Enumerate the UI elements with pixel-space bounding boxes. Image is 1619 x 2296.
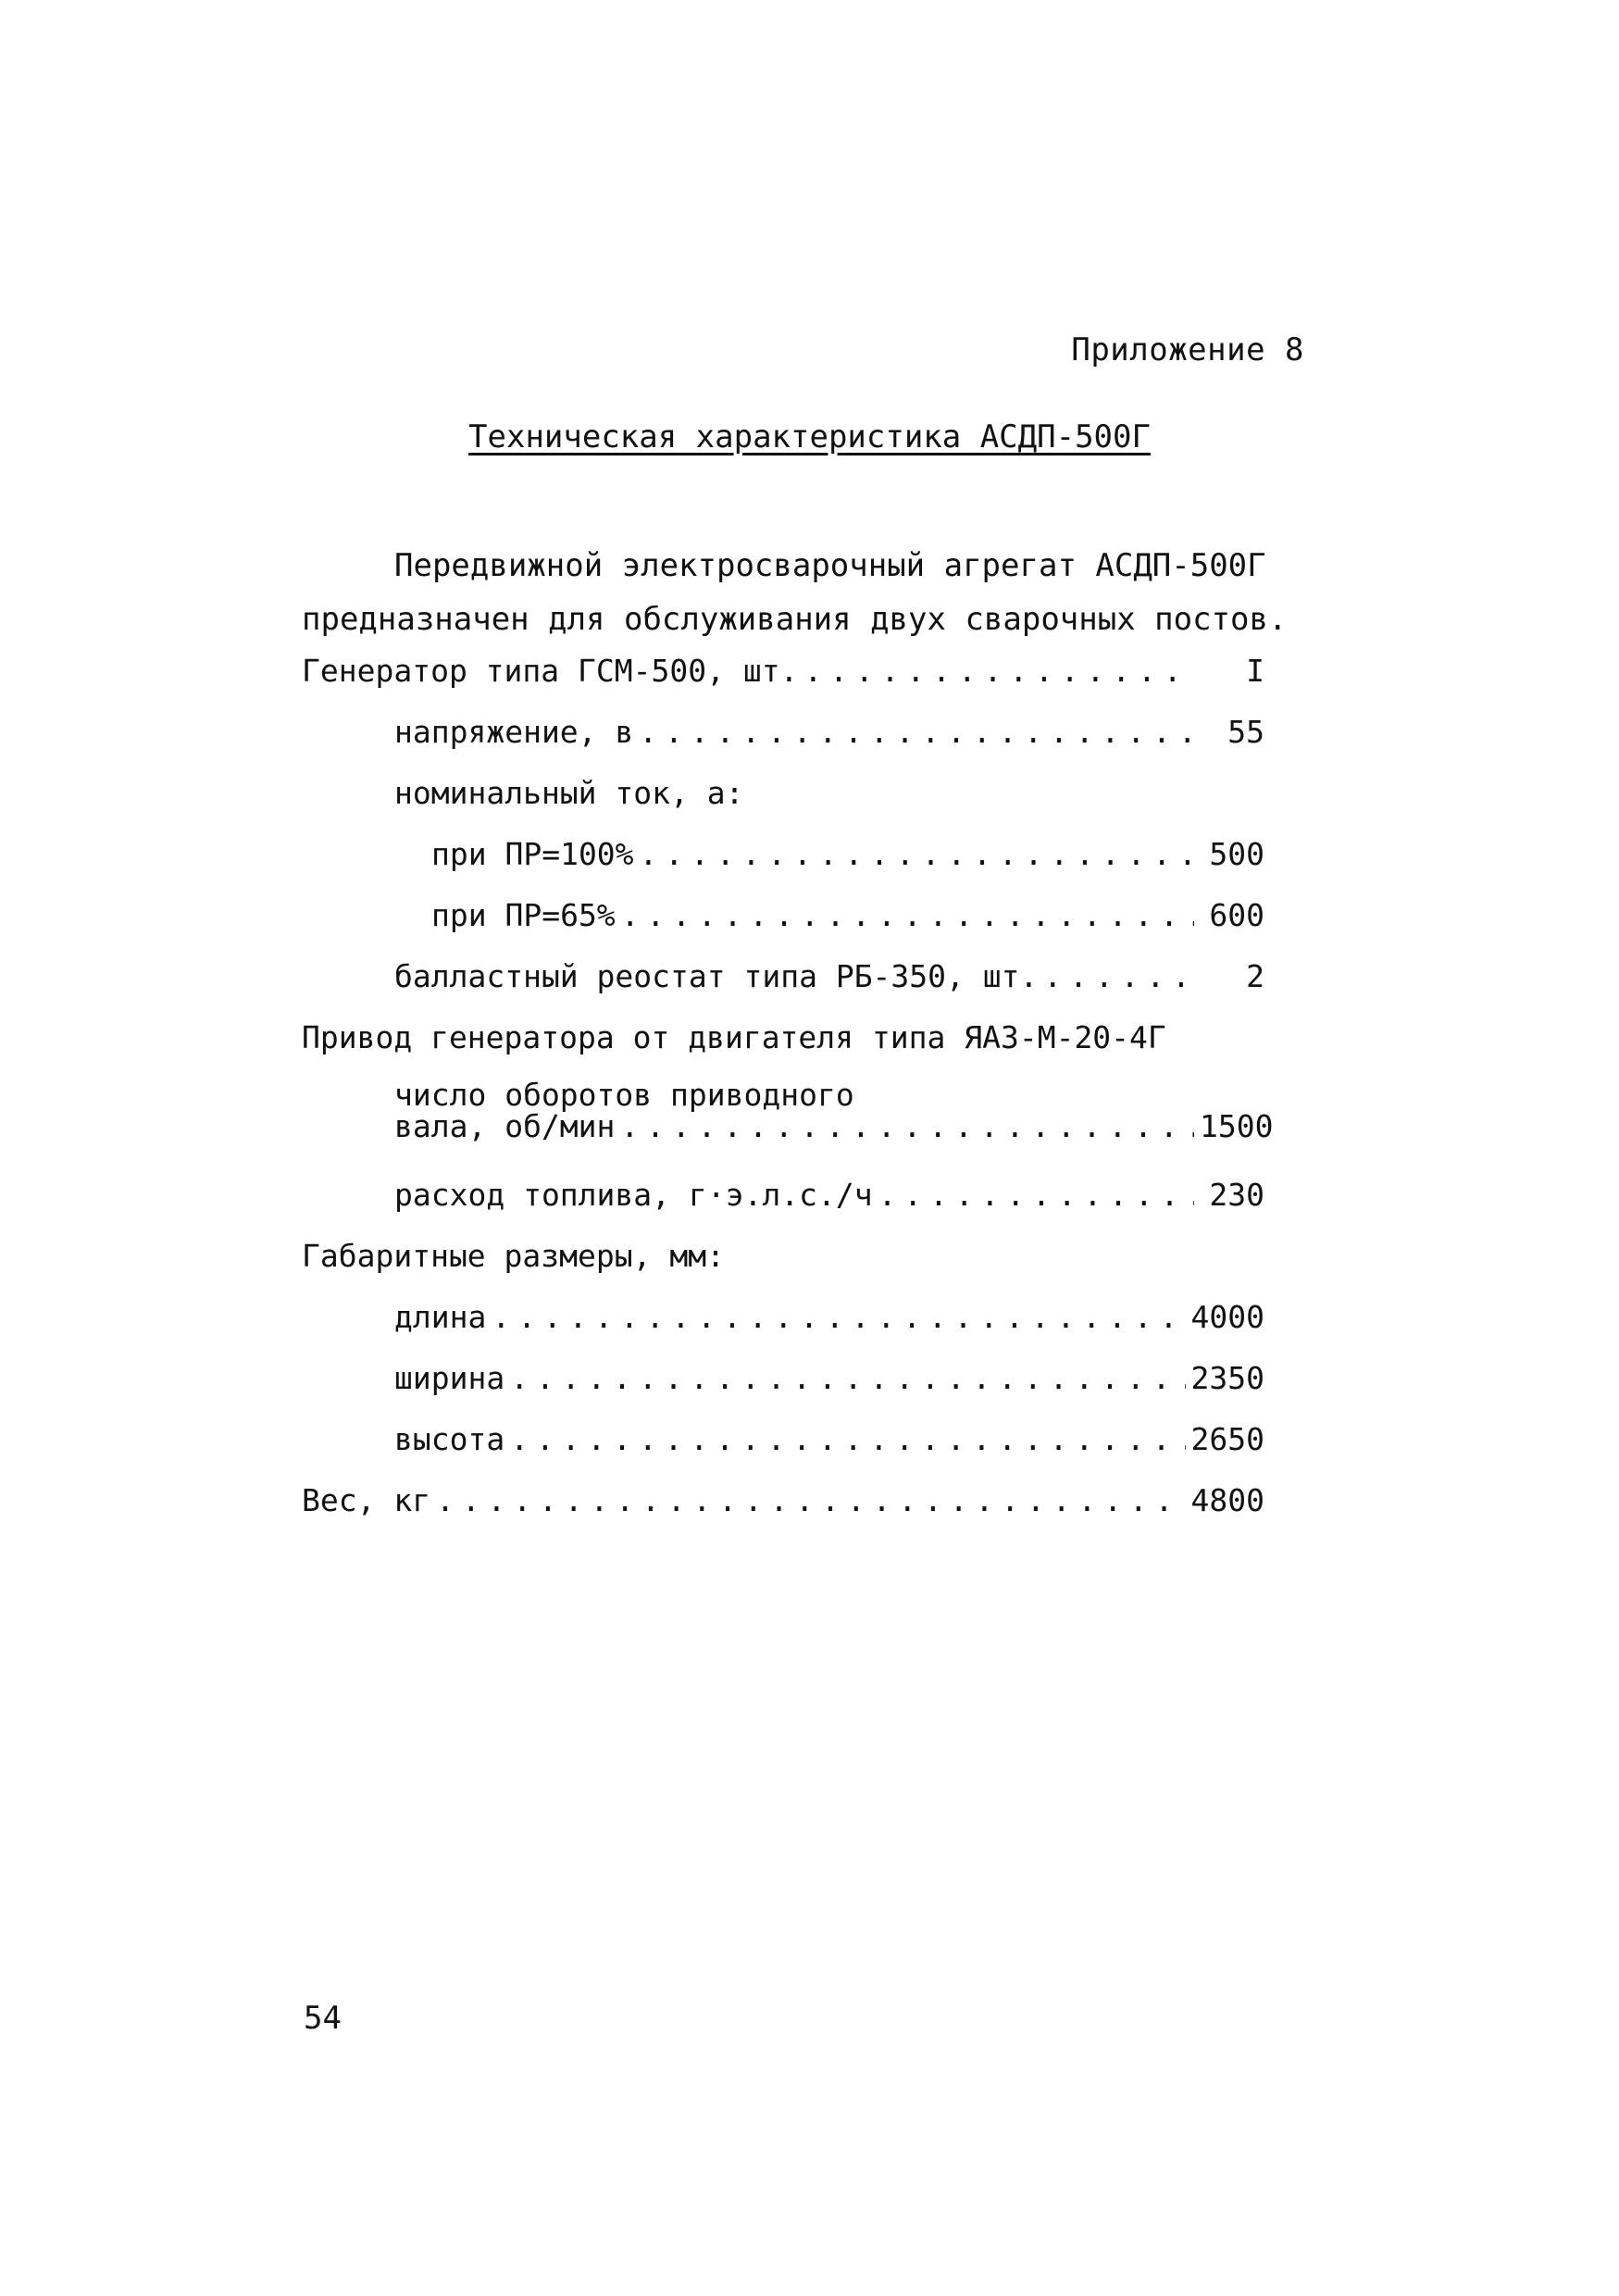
spec-heading-drive: [302, 1015, 1264, 1055]
intro-paragraph: [302, 539, 1288, 646]
spec-row-height: [302, 1416, 1264, 1457]
spec-label: Генератор типа ГСМ-500, шт.: [302, 653, 799, 689]
spec-row-voltage: [302, 709, 1264, 750]
spec-row-generator: [302, 648, 1264, 689]
spec-label: длина: [394, 1299, 487, 1335]
spec-row-length: [302, 1294, 1264, 1335]
spec-value: 2650: [1190, 1421, 1264, 1457]
spec-value: 230: [1209, 1177, 1264, 1213]
intro-line-2: предназначен для обслуживания двух сварочных постов.: [302, 601, 1288, 638]
spec-row-rpm: [394, 1077, 1274, 1144]
leader-dots: [803, 653, 1194, 689]
appendix-label: Приложение 8: [1071, 331, 1304, 368]
spec-label: высота: [394, 1421, 505, 1457]
spec-label: балластный реостат типа РБ-350, шт.: [394, 958, 1039, 994]
intro-line-1: Передвижной электросварочный агрегат АСДП-500Г: [394, 547, 1266, 584]
leader-dots: [640, 836, 1194, 872]
spec-label-line-2: вала, об/мин: [394, 1108, 616, 1144]
spec-label: напряжение, в: [394, 714, 634, 750]
spec-label-line-2-row: [394, 1108, 1274, 1144]
spec-label: ширина: [394, 1360, 505, 1396]
leader-dots: [510, 1360, 1185, 1396]
leader-dots: [510, 1421, 1185, 1457]
spec-value: I: [1246, 653, 1264, 689]
spec-label-line-1: число оборотов приводного: [394, 1077, 854, 1113]
spec-label: Вес, кг: [302, 1482, 431, 1518]
spec-heading: номинальный ток, а:: [394, 775, 744, 811]
spec-value: 55: [1227, 714, 1264, 750]
leader-dots: [621, 897, 1194, 933]
spec-heading: Привод генератора от двигателя типа ЯАЗ-М-20-4Г: [302, 1019, 1166, 1055]
spec-value: 4000: [1190, 1299, 1264, 1335]
spec-value: 2: [1246, 958, 1264, 994]
leader-dots: [639, 714, 1194, 750]
spec-row-width: [302, 1355, 1264, 1396]
spec-row-weight: [302, 1478, 1264, 1518]
spec-row-ballast: [302, 954, 1264, 994]
leader-dots: [620, 1111, 1194, 1142]
page-number: 54: [304, 2000, 342, 2037]
spec-value: 1500: [1200, 1108, 1274, 1144]
spec-label: при ПР=65%: [431, 897, 616, 933]
leader-dots: [492, 1299, 1185, 1335]
page-title: Техническая характеристика АСДП-500Г: [468, 418, 1151, 455]
spec-row-pr65: [302, 892, 1264, 933]
spec-value: 600: [1209, 897, 1264, 933]
spec-heading-dimensions: [302, 1233, 1264, 1274]
spec-value: 2350: [1190, 1360, 1264, 1396]
spec-label: при ПР=100%: [431, 836, 634, 872]
spec-value: 4800: [1190, 1482, 1264, 1518]
leader-dots: [878, 1177, 1194, 1213]
spec-value: 500: [1209, 836, 1264, 872]
spec-heading: Габаритные размеры, мм:: [302, 1238, 725, 1274]
spec-row-pr100: [302, 831, 1264, 872]
leader-dots: [1043, 958, 1194, 994]
spec-label: расход топлива, г·э.л.с./ч: [394, 1177, 873, 1213]
spec-heading-rated-current: [302, 770, 1264, 811]
leader-dots: [436, 1482, 1185, 1518]
spec-row-fuel: [302, 1172, 1264, 1213]
